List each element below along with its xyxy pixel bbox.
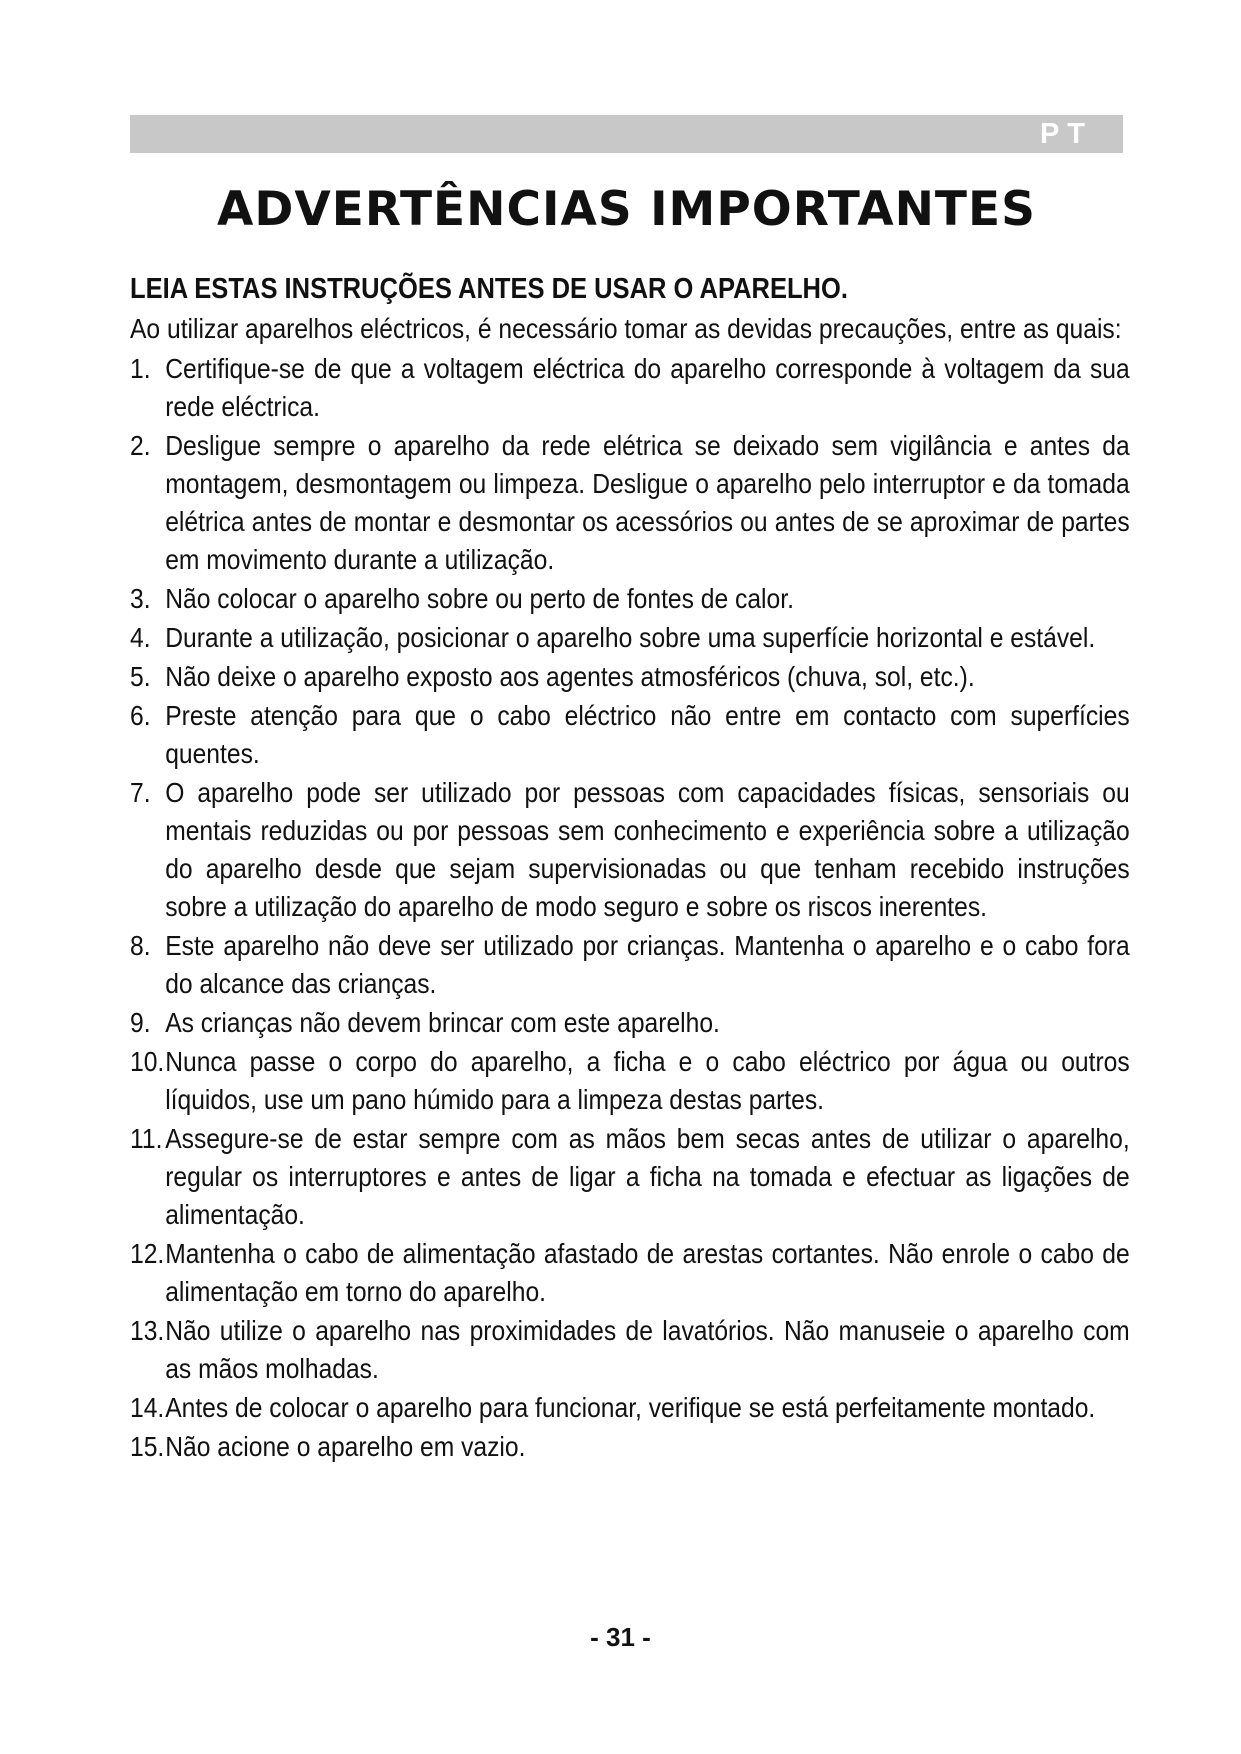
warning-number: 9.: [130, 1007, 151, 1038]
warning-text: Certifique-se de que a voltagem eléctrica do aparelho corresponde à voltagem da sua rede eléctrica.: [165, 353, 1130, 422]
warning-item: [130, 658, 1130, 696]
warning-text: Não utilize o aparelho nas proximidades de lavatórios. Não manuseie o aparelho com as mãos molhadas.: [165, 1315, 1130, 1384]
warning-item: [130, 580, 1130, 618]
warning-item: [130, 774, 1130, 926]
warning-number: 11.: [130, 1123, 163, 1154]
warning-item: [130, 427, 1130, 579]
warning-text: Não deixe o aparelho exposto aos agentes atmosféricos (chuva, sol, etc.).: [165, 661, 975, 692]
warning-item: [130, 1004, 1130, 1042]
warning-number: 14.: [130, 1392, 165, 1423]
warning-text: O aparelho pode ser utilizado por pessoas com capacidades físicas, sensoriais ou mentais reduzidas ou por pessoas sem conhecimento e experiência sobre a utilização do aparelho desde que sejam supervisionadas ou que tenham recebido instruções sobre a utilização do aparelho de modo seguro e sobre os riscos inerentes.: [165, 777, 1130, 922]
warning-text: Durante a utilização, posicionar o aparelho sobre uma superfície horizontal e estável.: [165, 622, 1096, 653]
warning-number: 12.: [130, 1238, 165, 1269]
page-number: - 31 -: [590, 1622, 651, 1652]
warning-number: 3.: [130, 583, 151, 614]
document-body: [130, 270, 1130, 1467]
warning-item: [130, 927, 1130, 1003]
warning-text: Desligue sempre o aparelho da rede elétrica se deixado sem vigilância e antes da montagem, desmontagem ou limpeza. Desligue o aparelho pelo interruptor e da tomada elétrica antes de montar e desmontar os acessórios ou antes de se aproximar de partes em movimento durante a utilização.: [165, 430, 1130, 575]
warning-text: Não acione o aparelho em vazio.: [165, 1431, 526, 1462]
warning-number: 10.: [130, 1046, 165, 1077]
warning-item: [130, 1312, 1130, 1388]
warning-number: 8.: [130, 930, 151, 961]
warning-number: 7.: [130, 777, 151, 808]
warnings-list: [130, 350, 1130, 1466]
warning-text: Antes de colocar o aparelho para funcionar, verifique se está perfeitamente montado.: [165, 1392, 1096, 1423]
warning-item: [130, 619, 1130, 657]
warning-number: 2.: [130, 430, 151, 461]
warning-text: As crianças não devem brincar com este aparelho.: [165, 1007, 720, 1038]
warning-item: [130, 1235, 1130, 1311]
page-title: ADVERTÊNCIAS IMPORTANTES: [217, 182, 1036, 237]
section-subtitle: LEIA ESTAS INSTRUÇÕES ANTES DE USAR O APARELHO.: [130, 273, 848, 305]
warning-item: [130, 1428, 1130, 1466]
warning-number: 1.: [130, 353, 151, 384]
warning-item: [130, 350, 1130, 426]
warning-item: [130, 697, 1130, 773]
intro-paragraph: Ao utilizar aparelhos eléctricos, é necessário tomar as devidas precauções, entre as quais:: [130, 313, 1122, 344]
warning-number: 5.: [130, 661, 151, 692]
warning-number: 4.: [130, 622, 151, 653]
warning-item: [130, 1389, 1130, 1427]
warning-text: Mantenha o cabo de alimentação afastado de arestas cortantes. Não enrole o cabo de alimentação em torno do aparelho.: [165, 1238, 1130, 1307]
warning-text: Nunca passe o corpo do aparelho, a ficha e o cabo eléctrico por água ou outros líquidos, use um pano húmido para a limpeza destas partes.: [165, 1046, 1130, 1115]
language-bar: [130, 115, 1123, 153]
warning-text: Assegure-se de estar sempre com as mãos bem secas antes de utilizar o aparelho, regular os interruptores e antes de ligar a ficha na tomada e efectuar as ligações de alimentação.: [165, 1123, 1130, 1230]
language-code: PT: [1039, 118, 1093, 150]
warning-number: 6.: [130, 700, 151, 731]
warning-text: Não colocar o aparelho sobre ou perto de fontes de calor.: [165, 583, 794, 614]
warning-item: [130, 1120, 1130, 1234]
warning-number: 15.: [130, 1431, 165, 1462]
warning-text: Preste atenção para que o cabo eléctrico não entre em contacto com superfícies quentes.: [165, 700, 1130, 769]
warning-item: [130, 1043, 1130, 1119]
warning-text: Este aparelho não deve ser utilizado por crianças. Mantenha o aparelho e o cabo fora do alcance das crianças.: [165, 930, 1130, 999]
warning-number: 13.: [130, 1315, 165, 1346]
